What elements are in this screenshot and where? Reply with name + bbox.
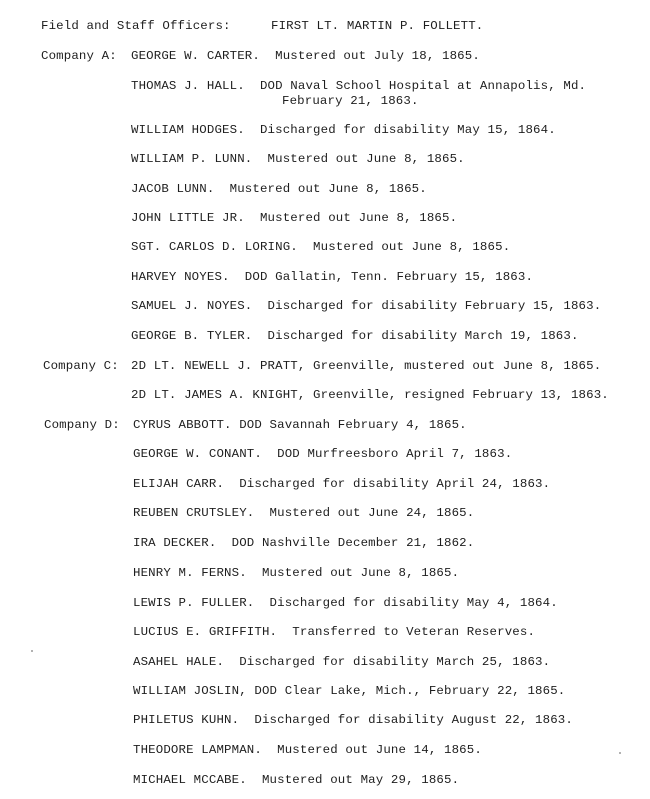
roster-entry: IRA DECKER. DOD Nashville December 21, 1862. — [133, 536, 475, 550]
roster-entry: HENRY M. FERNS. Mustered out June 8, 1865. — [133, 566, 460, 580]
field-staff-label: Field and Staff Officers: — [41, 19, 231, 33]
roster-entry: THOMAS J. HALL. DOD Naval School Hospital at Annapolis, Md. — [131, 79, 587, 93]
roster-entry: WILLIAM JOSLIN, DOD Clear Lake, Mich., February 22, 1865. — [133, 684, 566, 698]
roster-entry: LEWIS P. FULLER. Discharged for disability May 4, 1864. — [133, 596, 558, 610]
roster-entry: LUCIUS E. GRIFFITH. Transferred to Veteran Reserves. — [133, 625, 536, 639]
roster-entry: GEORGE B. TYLER. Discharged for disability March 19, 1863. — [131, 329, 579, 343]
scan-speck — [31, 650, 33, 652]
roster-entry: REUBEN CRUTSLEY. Mustered out June 24, 1865. — [133, 506, 475, 520]
roster-entry: 2D LT. NEWELL J. PRATT, Greenville, mustered out June 8, 1865. — [131, 359, 602, 373]
roster-entry: THEODORE LAMPMAN. Mustered out June 14, 1865. — [133, 743, 482, 757]
roster-entry: CYRUS ABBOTT. DOD Savannah February 4, 1865. — [133, 418, 467, 432]
scan-speck — [619, 752, 621, 754]
roster-entry: JACOB LUNN. Mustered out June 8, 1865. — [131, 182, 427, 196]
roster-entry: HARVEY NOYES. DOD Gallatin, Tenn. February 15, 1863. — [131, 270, 534, 284]
roster-entry: WILLIAM P. LUNN. Mustered out June 8, 1865. — [131, 152, 465, 166]
roster-entry: SGT. CARLOS D. LORING. Mustered out June 8, 1865. — [131, 240, 511, 254]
company-c-label: Company C: — [43, 359, 119, 373]
company-d-label: Company D: — [44, 418, 120, 432]
roster-entry: MICHAEL MCCABE. Mustered out May 29, 1865. — [133, 773, 460, 787]
roster-entry: GEORGE W. CONANT. DOD Murfreesboro April 7, 1863. — [133, 447, 513, 461]
roster-entry: GEORGE W. CARTER. Mustered out July 18, 1865. — [131, 49, 480, 63]
roster-entry-continuation: February 21, 1863. — [282, 94, 419, 108]
company-a-label: Company A: — [41, 49, 117, 63]
roster-entry: JOHN LITTLE JR. Mustered out June 8, 1865. — [131, 211, 458, 225]
roster-entry: WILLIAM HODGES. Discharged for disability May 15, 1864. — [131, 123, 556, 137]
roster-entry: PHILETUS KUHN. Discharged for disability August 22, 1863. — [133, 713, 573, 727]
field-staff-entry: FIRST LT. MARTIN P. FOLLETT. — [271, 19, 484, 33]
roster-entry: 2D LT. JAMES A. KNIGHT, Greenville, resigned February 13, 1863. — [131, 388, 609, 402]
roster-entry: ELIJAH CARR. Discharged for disability April 24, 1863. — [133, 477, 551, 491]
roster-entry: ASAHEL HALE. Discharged for disability March 25, 1863. — [133, 655, 551, 669]
roster-entry: SAMUEL J. NOYES. Discharged for disability February 15, 1863. — [131, 299, 602, 313]
